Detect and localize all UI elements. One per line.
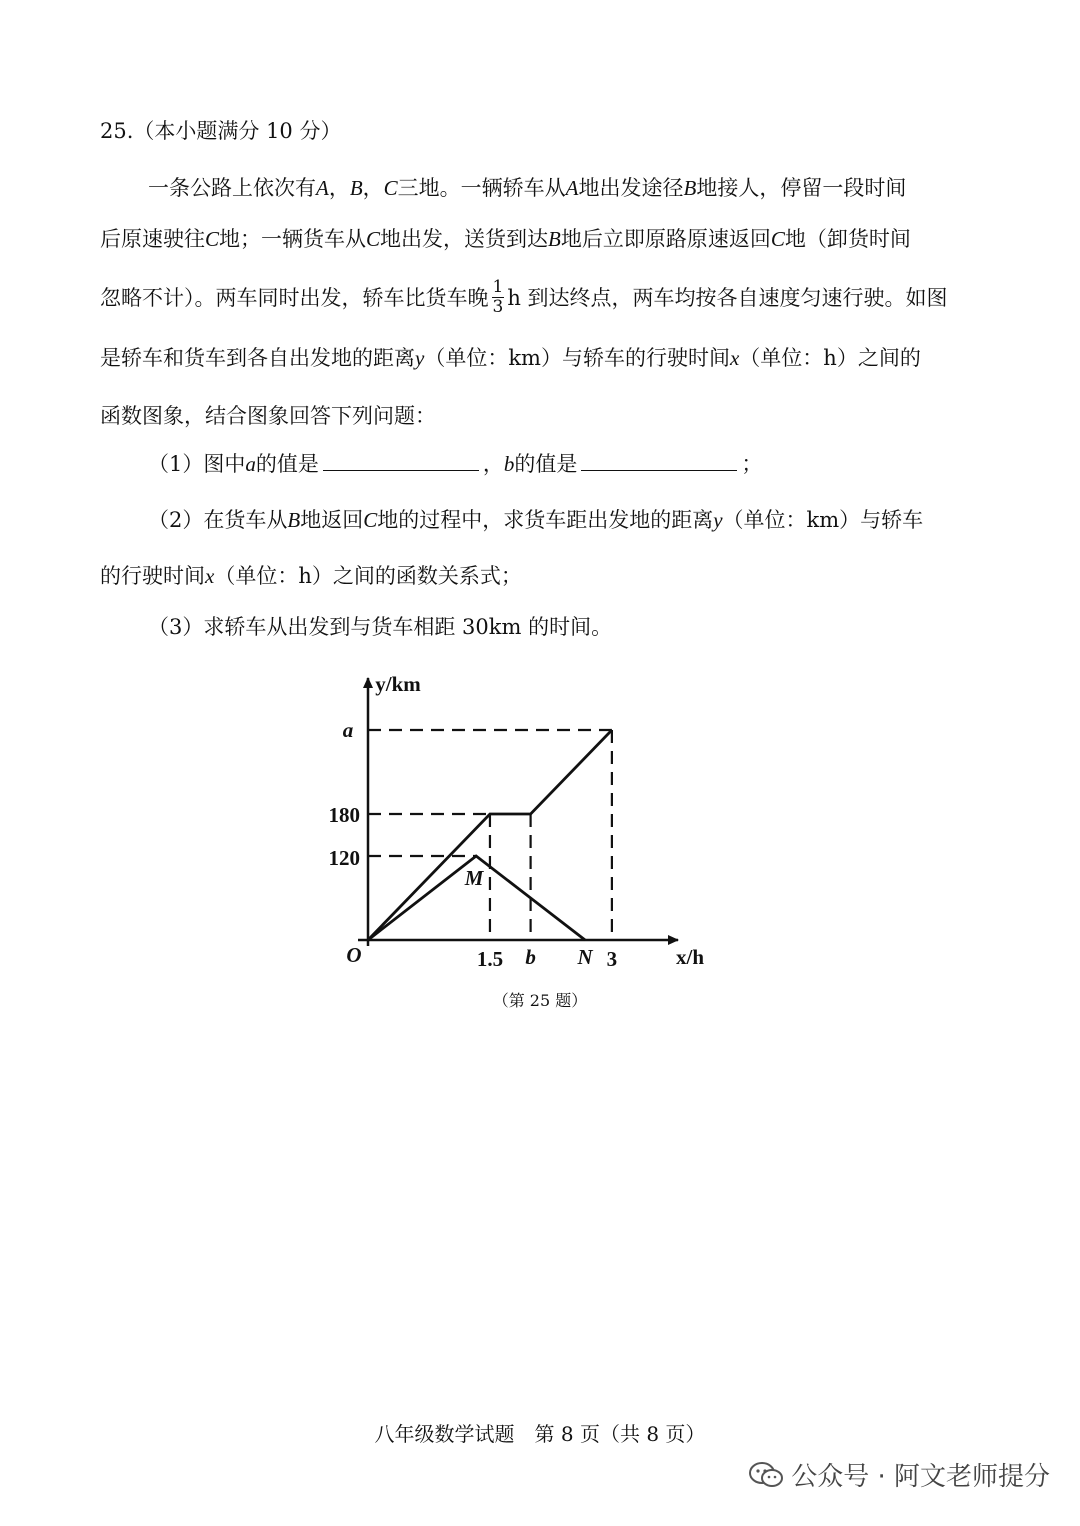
answer-blank-b[interactable] bbox=[581, 450, 737, 471]
question-2-line-1: （2）在货车从B地返回C地的过程中，求货车距出发地的距离y（单位：km）与轿车 bbox=[148, 508, 924, 532]
point-label-M: M bbox=[464, 866, 484, 890]
problem-title: 25.（本小题满分 10 分） bbox=[100, 119, 342, 143]
question-3: （3）求轿车从出发到与货车相距 30km 的时间。 bbox=[148, 615, 613, 639]
paragraph-line-2: 后原速驶往C地；一辆货车从C地出发，送货到达B地后立即原路原速返回C地（卸货时间 bbox=[100, 227, 911, 251]
watermark-text: 公众号 · 阿文老师提分 bbox=[791, 1462, 1050, 1492]
origin-label: O bbox=[346, 943, 362, 967]
page-footer: 八年级数学试题 第 8 页（共 8 页） bbox=[374, 1422, 706, 1446]
y-tick-180: 180 bbox=[328, 803, 360, 827]
paragraph-line-1: 一条公路上依次有A，B，C三地。一辆轿车从A地出发途径B地接人，停留一段时间 bbox=[148, 176, 907, 200]
fraction-one-third: $\frac{1}{3}$ bbox=[492, 277, 504, 317]
x-axis-label: x/h bbox=[675, 945, 705, 969]
x-tick-b: b bbox=[525, 945, 536, 969]
wechat-icon bbox=[749, 1461, 783, 1489]
x-tick-3: 3 bbox=[606, 947, 618, 971]
y-tick-a: a bbox=[342, 718, 354, 742]
figure-caption: （第 25 题） bbox=[492, 991, 588, 1010]
watermark bbox=[749, 1456, 1050, 1493]
x-tick-1-5: 1.5 bbox=[476, 947, 504, 971]
question-2-line-2: 的行驶时间x（单位：h）之间的函数关系式； bbox=[100, 564, 522, 588]
answer-blank-a[interactable] bbox=[323, 450, 479, 471]
paragraph-line-4: 是轿车和货车到各自出发地的距离y（单位：km）与轿车的行驶时间x（单位：h）之间的 bbox=[100, 346, 921, 370]
paragraph-line-5: 函数图象，结合图象回答下列问题： bbox=[100, 404, 436, 428]
paragraph-line-3: 忽略不计）。两车同时出发，轿车比货车晚 $\frac{1}{3}$ h 到达终点，两车均按各自速度匀速行驶。如图 bbox=[100, 277, 948, 317]
function-graph bbox=[300, 660, 720, 980]
x-tick-N: N bbox=[577, 945, 593, 969]
question-1: （1）图中a的值是 ，b的值是 ； bbox=[148, 452, 763, 476]
y-tick-120: 120 bbox=[328, 846, 360, 870]
y-axis-label: y/km bbox=[375, 672, 421, 696]
